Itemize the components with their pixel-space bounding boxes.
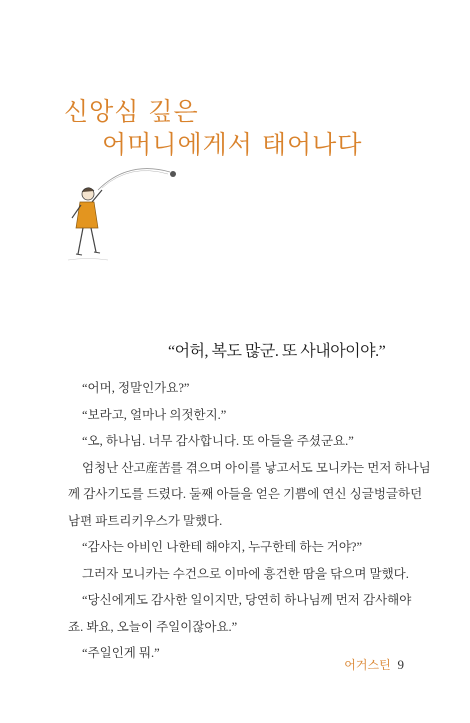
paragraph-line: 남편 파트리키우스가 말했다. [68,513,223,528]
paragraph: “당신에게도 감사한 일이지만, 당연히 하나님께 먼저 감사해야 [82,593,412,607]
paragraph: “어머, 정말인가요?” [82,381,190,395]
paragraph: 엄청난 산고産苦를 겪으며 아이를 낳고서도 모니카는 먼저 하나님 [82,460,431,475]
paragraph: “보라고, 얼마나 의젓한지.” [82,407,227,422]
child-illustration [58,160,188,270]
paragraph: “감사는 아비인 나한테 해야지, 누구한테 하는 거야?” [82,540,363,554]
page-number: 9 [397,657,404,672]
paragraph: “오, 하나님. 너무 감사합니다. 또 아들을 주셨군요.” [82,434,354,448]
paragraph-line: 죠. 봐요, 오늘이 주일이잖아요.” [68,619,238,634]
chapter-title-line-2: 어머니에게서 태어나다 [102,130,363,159]
chapter-title-line-1: 신앙심 깊은 [64,97,199,126]
opening-quote: “어허, 복도 많군. 또 사내아이야.” [168,343,386,360]
page-footer [344,656,404,673]
body-text [68,375,431,667]
running-head: 어거스틴 [344,658,391,672]
chapter-title [64,95,362,161]
paragraph: 그러자 모니카는 수건으로 이마에 흥건한 땀을 닦으며 말했다. [82,566,409,581]
paragraph: “주일인게 뭐.” [82,646,160,660]
paragraph-line: 께 감사기도를 드렸다. 둘째 아들을 얻은 기쁨에 연신 싱글벙글하던 [68,487,423,501]
